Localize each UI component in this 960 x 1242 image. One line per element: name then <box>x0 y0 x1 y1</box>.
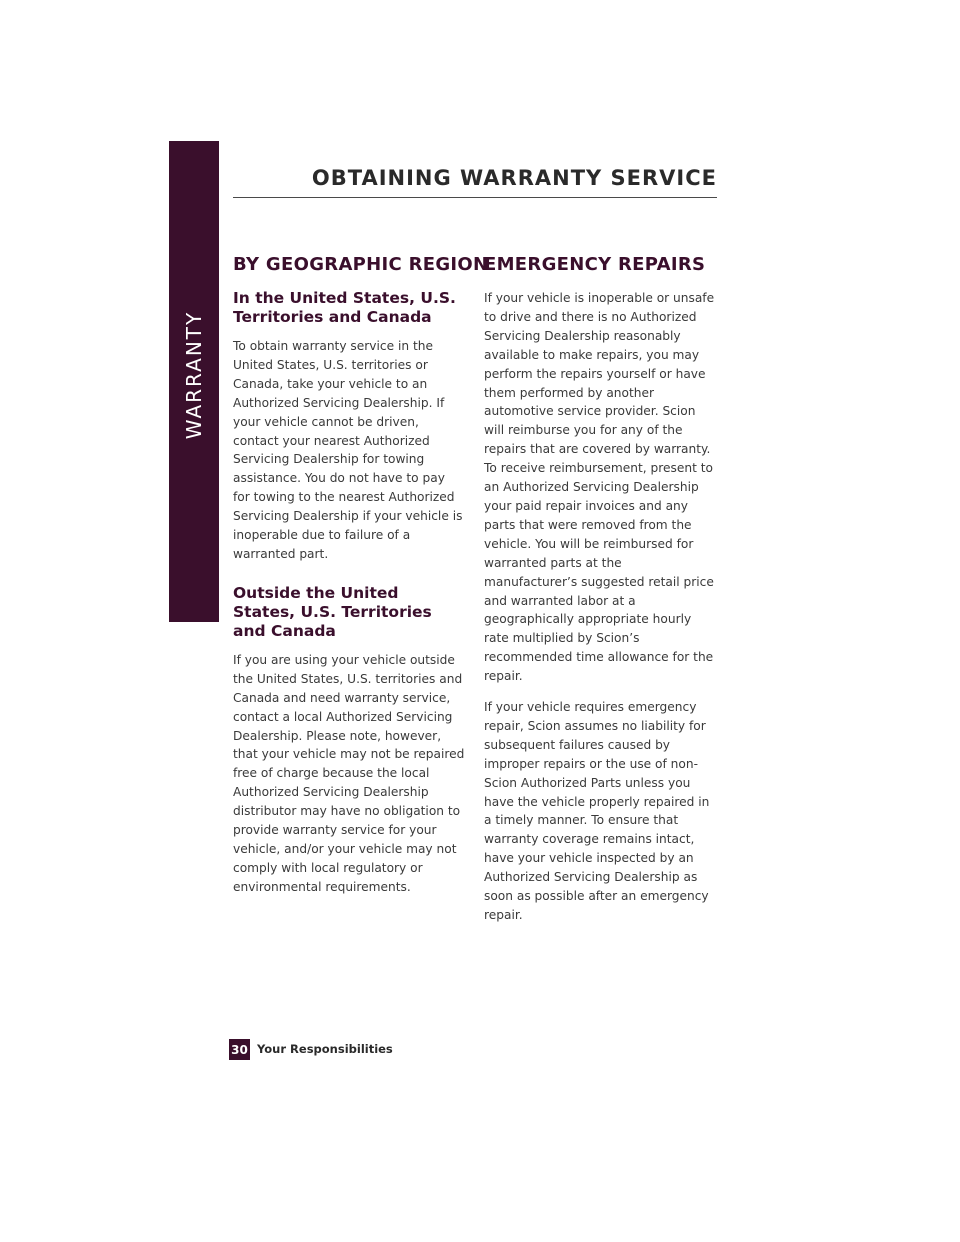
left-column <box>233 254 489 909</box>
footer-section-label: Your Responsibilities <box>257 1042 393 1056</box>
right-column <box>484 254 716 937</box>
title-divider <box>233 197 717 198</box>
page-number-badge: 30 <box>229 1039 250 1060</box>
section-heading-emergency-repairs: EMERGENCY REPAIRS <box>484 254 706 275</box>
paragraph-emergency-repairs-2: If your vehicle requires emergency repair, Scion assumes no liability for subsequent failures caused by improper repairs or the use of non-Scion Authorized Parts unless you have the vehicle properly repaired in a timely manner. To ensure that warranty coverage remains intact, have your vehicle inspected by an Authorized Servicing Dealership as soon as possible after an emergency repair. <box>484 700 710 922</box>
section-heading-geographic-region: BY GEOGRAPHIC REGION <box>233 254 489 275</box>
paragraph-us-territories-canada: To obtain warranty service in the United States, U.S. territories or Canada, take your vehicle to an Authorized Servicing Dealership. If your vehicle cannot be driven, contact your nearest Authorized Servicing Dealership for towing assistance. You do not have to pay for towing to the nearest Authorized Servicing Dealership if your vehicle is inoperable due to failure of a warranted part. <box>233 339 463 561</box>
subheading-outside-us: Outside the United States, U.S. Territories and Canada <box>233 583 432 640</box>
paragraph-outside-us: If you are using your vehicle outside the United States, U.S. territories and Canada and need warranty service, contact a local Authorized Servicing Dealership. Please note, however, that your vehicle may not be repaired free of charge because the local Authorized Servicing Dealership distributor may have no obligation to provide warranty service for your vehicle, and/or your vehicle may not comply with local regulatory or environmental requirements. <box>233 652 465 894</box>
side-tab-label <box>169 295 219 455</box>
side-tab-text: WARRANTY <box>182 310 207 440</box>
page-title: OBTAINING WARRANTY SERVICE <box>311 166 717 190</box>
paragraph-emergency-repairs-1: If your vehicle is inoperable or unsafe to drive and there is no Authorized Servicing Dealership reasonably available to make repairs, you may perform the repairs yourself or have them performed by another automotive service provider. Scion will reimburse you for any of the repairs that are covered by warranty. To receive reimbursement, present to an Authorized Servicing Dealership your paid repair invoices and any parts that were removed from the vehicle. You will be reimbursed for warranted parts at the manufacturer’s suggested retail price and warranted labor at a geographically appropriate hourly rate multiplied by Scion’s recommended time allowance for the repair. <box>484 291 715 684</box>
subheading-us-territories-canada: In the United States, U.S. Territories and Canada <box>233 289 456 326</box>
